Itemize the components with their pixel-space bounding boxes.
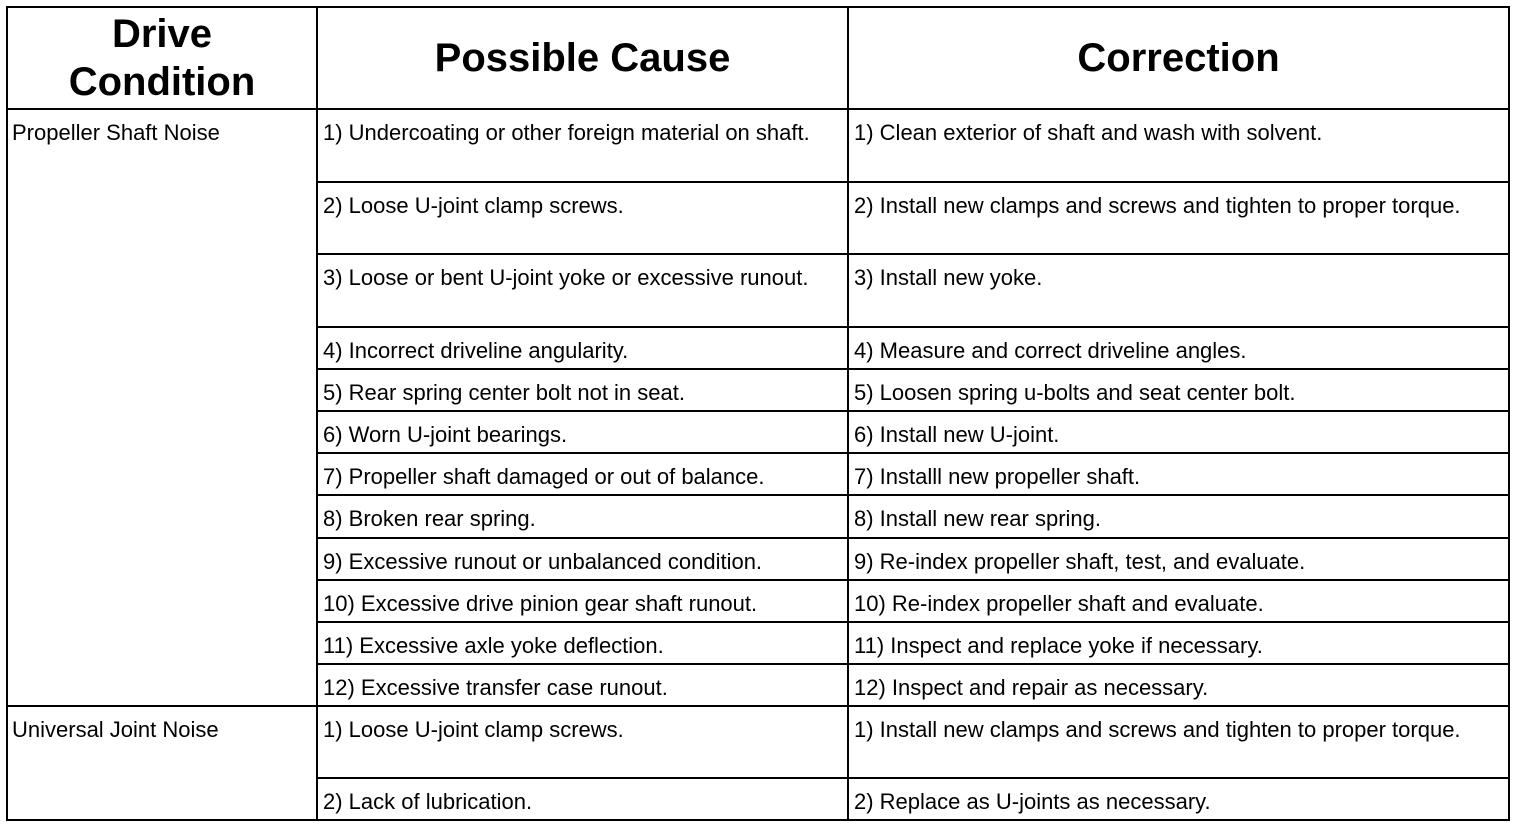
possible-cause-cell: 7) Propeller shaft damaged or out of balance. [317,453,848,495]
correction-cell: 10) Re-index propeller shaft and evaluate. [848,580,1509,622]
correction-cell: 11) Inspect and replace yoke if necessary. [848,622,1509,664]
possible-cause-cell: 1) Undercoating or other foreign material on shaft. [317,109,848,182]
correction-cell: 7) Installl new propeller shaft. [848,453,1509,495]
table-row [7,706,1509,778]
possible-cause-cell: 2) Loose U-joint clamp screws. [317,182,848,254]
possible-cause-cell: 5) Rear spring center bolt not in seat. [317,369,848,411]
correction-cell: 8) Install new rear spring. [848,495,1509,538]
possible-cause-cell: 10) Excessive drive pinion gear shaft runout. [317,580,848,622]
correction-cell: 4) Measure and correct driveline angles. [848,327,1509,369]
correction-cell: 2) Replace as U-joints as necessary. [848,778,1509,820]
correction-cell: 3) Install new yoke. [848,254,1509,327]
table-row [7,109,1509,182]
drive-condition-cell: Propeller Shaft Noise [7,109,317,706]
correction-cell: 1) Install new clamps and screws and tighten to proper torque. [848,706,1509,778]
correction-cell: 9) Re-index propeller shaft, test, and evaluate. [848,538,1509,580]
correction-cell: 6) Install new U-joint. [848,411,1509,453]
possible-cause-cell: 2) Lack of lubrication. [317,778,848,820]
possible-cause-cell: 8) Broken rear spring. [317,495,848,538]
possible-cause-cell: 12) Excessive transfer case runout. [317,664,848,706]
header-row [7,7,1509,109]
possible-cause-cell: 4) Incorrect driveline angularity. [317,327,848,369]
possible-cause-cell: 1) Loose U-joint clamp screws. [317,706,848,778]
correction-cell: 5) Loosen spring u-bolts and seat center bolt. [848,369,1509,411]
drive-condition-cell: Universal Joint Noise [7,706,317,820]
header-possible-cause: Possible Cause [317,7,848,109]
header-drive-condition: Drive Condition [7,7,317,109]
correction-cell: 12) Inspect and repair as necessary. [848,664,1509,706]
possible-cause-cell: 6) Worn U-joint bearings. [317,411,848,453]
header-correction: Correction [848,7,1509,109]
correction-cell: 2) Install new clamps and screws and tighten to proper torque. [848,182,1509,254]
possible-cause-cell: 9) Excessive runout or unbalanced condition. [317,538,848,580]
diagnosis-table [6,6,1510,821]
possible-cause-cell: 3) Loose or bent U-joint yoke or excessive runout. [317,254,848,327]
table-body [7,109,1509,820]
correction-cell: 1) Clean exterior of shaft and wash with solvent. [848,109,1509,182]
possible-cause-cell: 11) Excessive axle yoke deflection. [317,622,848,664]
